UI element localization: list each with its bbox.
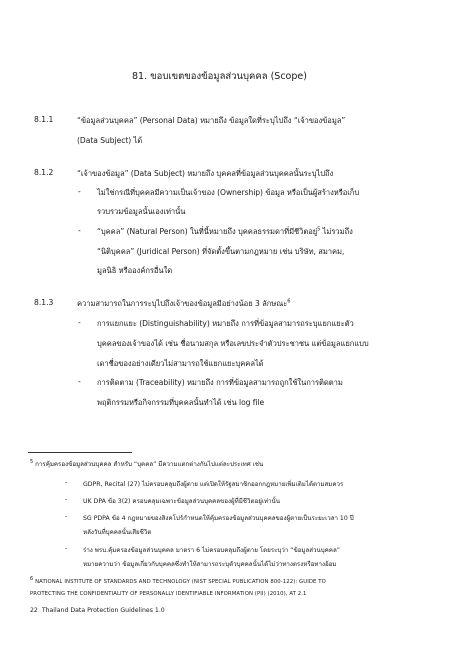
s811-line2: (Data Subject) ได้: [77, 136, 143, 145]
footnote-6-line1: $^6$ NATIONAL INSTITUTE OF STANDARDS AND TECHNOLOGY (NIST SPECIAL PUBLICATION 800-122): GUIDE TO: [30, 576, 326, 585]
s813-b2-line2: พฤติกรรมหรือกิจกรรมที่บุคคลนั้นทำได้ เช่น log file: [97, 398, 265, 407]
footnote-separator: [28, 452, 132, 453]
bullet-dash: -: [78, 318, 81, 327]
bullet-dash: -: [78, 187, 81, 196]
footnote-mark-6: 6: [30, 576, 34, 582]
section-title: 81. ขอบเขตของข้อมูลส่วนบุคคล (Scope): [132, 71, 307, 82]
footnote-5-b3-line2: หลังวันที่บุคคลนั้นเสียชีวิต: [83, 529, 152, 536]
bullet-dash: -: [78, 377, 81, 386]
bullet-dash: -: [78, 226, 81, 235]
s811-line1: “ข้อมูลส่วนบุคคล” (Personal Data) หมายถึง ข้อมูลใดที่ระบุไปถึง “เจ้าของข้อมูล”: [77, 116, 346, 125]
section-number-813: 8.1.3: [34, 298, 54, 307]
footnote-ref-5: 5: [317, 226, 321, 233]
s812-b1-line2: รวบรวมข้อมูลนั้นเองเท่านั้น: [97, 207, 186, 216]
page-footer: [30, 607, 165, 614]
footnote-5-b4-line1: ร่าง พรบ.คุ้มครองข้อมูลส่วนบุคคล มาตรา 6 ไม่ครอบคลุมถึงผู้ตาย โดยระบุว่า “ข้อมูลส่วนบุคคล”: [83, 547, 340, 554]
s813-line1: ความสามารถในการระบุไปถึงเจ้าของข้อมูลมีอย่างน้อย 3 ลักษณะ$^6$: [77, 298, 291, 308]
footnote-ref-6: 6: [287, 298, 291, 305]
bullet-dash: -: [65, 479, 68, 486]
page-number: 22: [30, 607, 38, 614]
s812-line1: “เจ้าของข้อมูล” (Data Subject) หมายถึง บุคคลที่ข้อมูลส่วนบุคคลนั้นระบุไปถึง: [77, 169, 334, 178]
bullet-dash: -: [65, 496, 68, 503]
footnote-5-b1: GDPR, Recital (27) ไม่ครอบคลุมถึงผู้ตาย แต่เปิดให้รัฐสมาชิกออกกฎหมายเพิ่มเติมได้ตามสมควร: [83, 481, 344, 488]
bullet-dash: -: [65, 513, 68, 520]
bullet-dash: -: [65, 545, 68, 552]
section-number-811: 8.1.1: [34, 115, 54, 124]
section-number-812: 8.1.2: [34, 168, 54, 177]
document-title: Thailand Data Protection Guidelines 1.0: [41, 607, 165, 614]
footnote-6-line2: PROTECTING THE CONFIDENTIALITY OF PERSONALLY IDENTIFIABLE INFORMATION (PII) (2010), AT 2.1: [30, 591, 307, 597]
footnote-mark-5: 5: [30, 459, 34, 465]
footnote-5-b2: UK DPA ข้อ 3(2) ครอบคลุมเฉพาะข้อมูลส่วนบุคคลของผู้ที่มีชีวิตอยู่เท่านั้น: [83, 498, 280, 505]
s812-b2-line3: มูลนิธิ หรือองค์กรอื่นใด: [97, 266, 173, 275]
footnote-5: $^5$ การคุ้มครองข้อมูลส่วนบุคคล สำหรับ “บุคคล” มีความแตกต่างกันไปแต่ละประเทศ เช่น: [30, 459, 264, 469]
s813-b2-line1: การติดตาม (Traceability) หมายถึง การที่ข้อมูลสามารถถูกใช้ในการติดตาม: [97, 378, 343, 387]
footnote-5-b4-line2: หมายความว่า ข้อมูลเกี่ยวกับบุคคลซึ่งทำให้สามารถระบุตัวบุคคลนั้นได้ไม่ว่าทางตรงหรือทางอ้อม: [83, 561, 337, 568]
s812-b2-line2: “นิติบุคคล” (Juridical Person) ที่จัดตั้งขึ้นตามกฎหมาย เช่น บริษัท, สมาคม,: [97, 247, 345, 256]
s813-b1-line1: การแยกแยะ (Distinguishability) หมายถึง การที่ข้อมูลสามารถระบุแยกแยะตัว: [97, 319, 354, 328]
footnote-5-b3-line1: SG PDPA ข้อ 4 กฎหมายของสิงคโปร์กำหนดให้คุ้มครองข้อมูลส่วนบุคคลของผู้ตายเป็นระยะเวลา 10 ปี: [83, 515, 354, 522]
s812-b2-line1: “บุคคล” (Natural Person) ในที่นี้หมายถึง บุคคลธรรมดาที่มีชีวิตอยู่$^5$ ไม่รวมถึง: [97, 226, 353, 236]
s813-b1-line2: บุคคลของเจ้าของได้ เช่น ชื่อนามสกุล หรือเลขประจำตัวประชาชน แต่ข้อมูลแยกแบบ: [97, 339, 369, 348]
s813-b1-line3: เดาชื่อของอย่างเดียวไม่สามารถใช้แยกแยะบุคคลได้: [97, 359, 264, 368]
s812-b1-line1: ไม่ใช่กรณีที่บุคคลมีความเป็นเจ้าของ (Ownership) ข้อมูล หรือเป็นผู้สร้างหรือเก็บ: [97, 188, 360, 197]
